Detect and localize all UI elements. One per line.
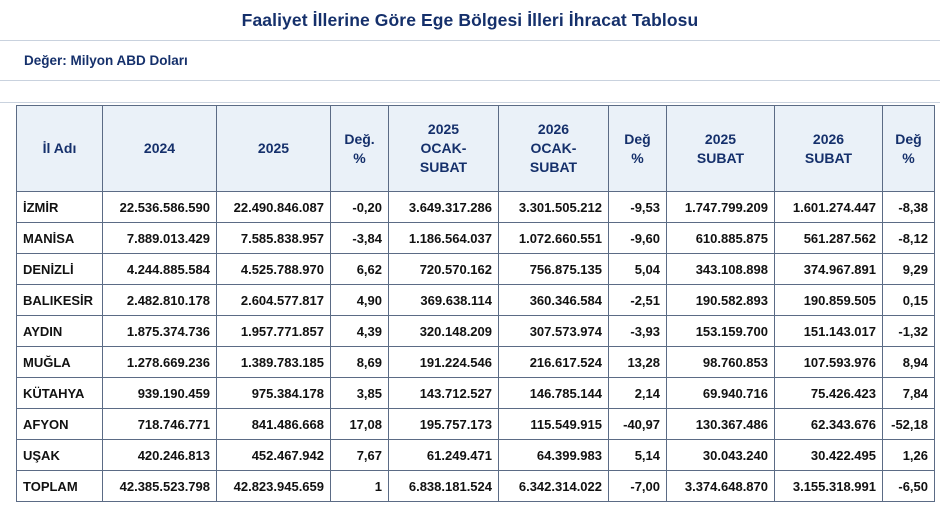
cell-degisim-1: -0,20: [331, 192, 389, 223]
table-row: [17, 192, 935, 223]
cell-2026-ocak-subat: 64.399.983: [499, 440, 609, 471]
cell-2025: 7.585.838.957: [217, 223, 331, 254]
column-header-il-adi: İl Adı: [17, 106, 103, 192]
cell-il-adi: AFYON: [17, 409, 103, 440]
cell-2024: 42.385.523.798: [103, 471, 217, 502]
column-header-2024: 2024: [103, 106, 217, 192]
cell-degisim-2: -9,60: [609, 223, 667, 254]
cell-2024: 420.246.813: [103, 440, 217, 471]
cell-2025: 975.384.178: [217, 378, 331, 409]
spacer-row: [0, 81, 940, 103]
cell-il-adi: TOPLAM: [17, 471, 103, 502]
cell-2024: 7.889.013.429: [103, 223, 217, 254]
cell-2026-ocak-subat: 756.875.135: [499, 254, 609, 285]
cell-degisim-2: 13,28: [609, 347, 667, 378]
cell-2025-subat: 1.747.799.209: [667, 192, 775, 223]
cell-degisim-2: 5,04: [609, 254, 667, 285]
table-row: [17, 223, 935, 254]
cell-2025: 841.486.668: [217, 409, 331, 440]
cell-degisim-2: -40,97: [609, 409, 667, 440]
cell-2025-subat: 153.159.700: [667, 316, 775, 347]
cell-il-adi: KÜTAHYA: [17, 378, 103, 409]
cell-2025-ocak-subat: 1.186.564.037: [389, 223, 499, 254]
cell-2024: 4.244.885.584: [103, 254, 217, 285]
cell-2025-ocak-subat: 369.638.114: [389, 285, 499, 316]
cell-degisim-1: -3,84: [331, 223, 389, 254]
column-header-degisim-2: Değ %: [609, 106, 667, 192]
title-bar: [0, 0, 940, 41]
cell-degisim-1: 3,85: [331, 378, 389, 409]
column-header-2025: 2025: [217, 106, 331, 192]
cell-2026-subat: 1.601.274.447: [775, 192, 883, 223]
cell-degisim-3: -8,12: [883, 223, 935, 254]
cell-il-adi: DENİZLİ: [17, 254, 103, 285]
cell-2025-ocak-subat: 320.148.209: [389, 316, 499, 347]
column-header-2026-subat: 2026 SUBAT: [775, 106, 883, 192]
page-title: Faaliyet İllerine Göre Ege Bölgesi İlleri İhracat Tablosu: [241, 9, 699, 30]
cell-degisim-3: -8,38: [883, 192, 935, 223]
cell-2025-ocak-subat: 143.712.527: [389, 378, 499, 409]
cell-il-adi: BALIKESİR: [17, 285, 103, 316]
column-header-degisim-1: Değ. %: [331, 106, 389, 192]
cell-degisim-2: -9,53: [609, 192, 667, 223]
cell-2026-ocak-subat: 115.549.915: [499, 409, 609, 440]
cell-degisim-3: 8,94: [883, 347, 935, 378]
unit-note: Değer: Milyon ABD Doları: [24, 53, 188, 68]
cell-2025-subat: 130.367.486: [667, 409, 775, 440]
cell-2024: 22.536.586.590: [103, 192, 217, 223]
cell-degisim-1: 8,69: [331, 347, 389, 378]
cell-2025-ocak-subat: 191.224.546: [389, 347, 499, 378]
table-row: [17, 378, 935, 409]
cell-degisim-1: 1: [331, 471, 389, 502]
cell-2026-subat: 151.143.017: [775, 316, 883, 347]
cell-2026-ocak-subat: 3.301.505.212: [499, 192, 609, 223]
cell-2024: 1.278.669.236: [103, 347, 217, 378]
cell-2026-subat: 107.593.976: [775, 347, 883, 378]
cell-2025-ocak-subat: 3.649.317.286: [389, 192, 499, 223]
table-container: [0, 105, 940, 502]
cell-2025-subat: 98.760.853: [667, 347, 775, 378]
cell-2025: 1.957.771.857: [217, 316, 331, 347]
cell-2025: 4.525.788.970: [217, 254, 331, 285]
cell-degisim-3: 9,29: [883, 254, 935, 285]
cell-2025: 452.467.942: [217, 440, 331, 471]
cell-il-adi: AYDIN: [17, 316, 103, 347]
cell-2025: 1.389.783.185: [217, 347, 331, 378]
cell-degisim-3: -1,32: [883, 316, 935, 347]
cell-il-adi: MUĞLA: [17, 347, 103, 378]
cell-il-adi: UŞAK: [17, 440, 103, 471]
cell-degisim-2: -3,93: [609, 316, 667, 347]
cell-2025-subat: 190.582.893: [667, 285, 775, 316]
cell-2025-ocak-subat: 720.570.162: [389, 254, 499, 285]
cell-2025-ocak-subat: 61.249.471: [389, 440, 499, 471]
cell-2026-subat: 30.422.495: [775, 440, 883, 471]
table-row-total: [17, 471, 935, 502]
cell-2025-subat: 69.940.716: [667, 378, 775, 409]
cell-2025-subat: 30.043.240: [667, 440, 775, 471]
table-row: [17, 440, 935, 471]
cell-2025-subat: 343.108.898: [667, 254, 775, 285]
cell-2026-subat: 561.287.562: [775, 223, 883, 254]
header-row: [17, 106, 935, 192]
cell-il-adi: İZMİR: [17, 192, 103, 223]
cell-2025-subat: 3.374.648.870: [667, 471, 775, 502]
cell-degisim-2: 2,14: [609, 378, 667, 409]
cell-2026-ocak-subat: 1.072.660.551: [499, 223, 609, 254]
table-row: [17, 285, 935, 316]
cell-degisim-2: -2,51: [609, 285, 667, 316]
cell-2026-ocak-subat: 6.342.314.022: [499, 471, 609, 502]
column-header-2026-ocak-subat: 2026 OCAK- SUBAT: [499, 106, 609, 192]
table-header: [17, 106, 935, 192]
table-row: [17, 316, 935, 347]
cell-degisim-1: 6,62: [331, 254, 389, 285]
cell-2026-ocak-subat: 360.346.584: [499, 285, 609, 316]
cell-2025: 22.490.846.087: [217, 192, 331, 223]
cell-2026-ocak-subat: 307.573.974: [499, 316, 609, 347]
cell-2025: 42.823.945.659: [217, 471, 331, 502]
cell-degisim-3: 1,26: [883, 440, 935, 471]
column-header-2025-subat: 2025 SUBAT: [667, 106, 775, 192]
cell-2026-subat: 190.859.505: [775, 285, 883, 316]
cell-degisim-1: 4,90: [331, 285, 389, 316]
cell-2026-subat: 3.155.318.991: [775, 471, 883, 502]
column-header-2025-ocak-subat: 2025 OCAK- SUBAT: [389, 106, 499, 192]
cell-degisim-3: 0,15: [883, 285, 935, 316]
cell-2024: 718.746.771: [103, 409, 217, 440]
cell-degisim-1: 4,39: [331, 316, 389, 347]
cell-2025-ocak-subat: 195.757.173: [389, 409, 499, 440]
cell-2024: 1.875.374.736: [103, 316, 217, 347]
table-row: [17, 409, 935, 440]
cell-2026-ocak-subat: 146.785.144: [499, 378, 609, 409]
cell-2025: 2.604.577.817: [217, 285, 331, 316]
subtitle-bar: [0, 41, 940, 81]
cell-2026-subat: 62.343.676: [775, 409, 883, 440]
cell-degisim-2: -7,00: [609, 471, 667, 502]
cell-2025-ocak-subat: 6.838.181.524: [389, 471, 499, 502]
cell-degisim-3: -52,18: [883, 409, 935, 440]
cell-2024: 939.190.459: [103, 378, 217, 409]
column-header-degisim-3: Değ %: [883, 106, 935, 192]
cell-degisim-1: 7,67: [331, 440, 389, 471]
table-body: [17, 192, 935, 502]
cell-degisim-1: 17,08: [331, 409, 389, 440]
cell-2025-subat: 610.885.875: [667, 223, 775, 254]
export-data-table: [16, 105, 935, 502]
table-row: [17, 254, 935, 285]
cell-il-adi: MANİSA: [17, 223, 103, 254]
cell-degisim-2: 5,14: [609, 440, 667, 471]
cell-2026-subat: 374.967.891: [775, 254, 883, 285]
cell-2026-ocak-subat: 216.617.524: [499, 347, 609, 378]
table-row: [17, 347, 935, 378]
cell-degisim-3: 7,84: [883, 378, 935, 409]
cell-degisim-3: -6,50: [883, 471, 935, 502]
cell-2024: 2.482.810.178: [103, 285, 217, 316]
cell-2026-subat: 75.426.423: [775, 378, 883, 409]
